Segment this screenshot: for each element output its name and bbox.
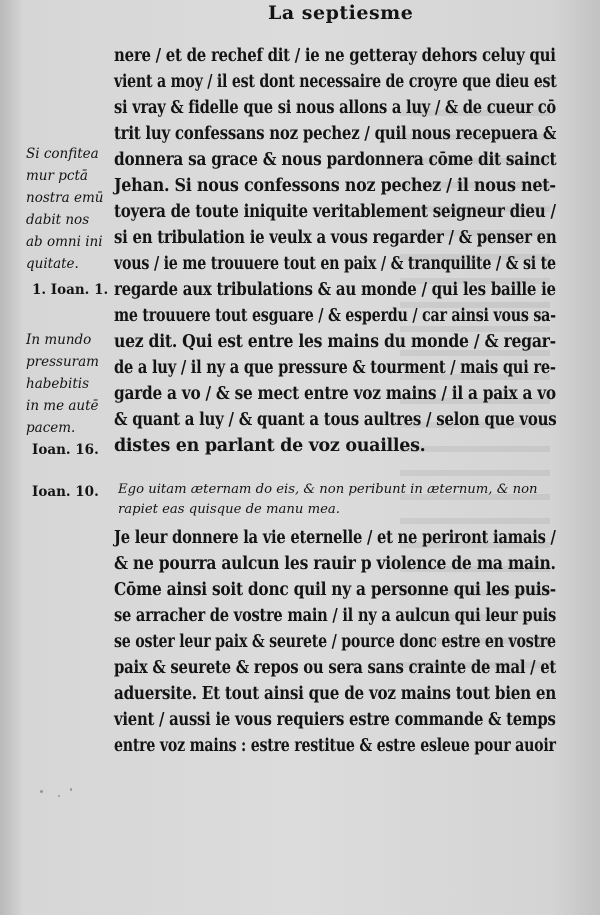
margin-note-line: quitate. — [26, 256, 79, 272]
body-line: trit luy confessans noz pechez / quil nous recepuera & — [114, 124, 557, 144]
body-line: distes en parlant de voz ouailles. — [114, 436, 426, 456]
paper-speck — [70, 788, 72, 791]
body-line: Jehan. Si nous confessons noz pechez / il nous net- — [114, 176, 556, 196]
body-line: vient a moy / il est dont necessaire de croyre que dieu est — [114, 72, 557, 92]
body-line: garde a vo / & se mect entre voz mains / il a paix a vo — [114, 384, 556, 404]
margin-note-line: pressuram — [26, 354, 99, 370]
body-line: entre voz mains : estre restitue & estre esleue pour auoir — [114, 736, 556, 756]
margin-note-line: pacem. — [26, 420, 76, 436]
running-header: La septiesme — [268, 2, 414, 24]
body-line: & ne pourra aulcun les rauir p violence de ma main. — [114, 554, 556, 574]
margin-note-line: habebitis — [26, 376, 90, 392]
margin-note-line: nostra emū — [26, 190, 104, 206]
body-line: vous / ie me trouuere tout en paix / & tranquilite / & si te — [114, 254, 556, 274]
body-line: toyera de toute iniquite veritablement seigneur dieu / — [114, 202, 556, 222]
latin-quotation: Ego uitam æternam do eis, & non peribunt in æternum, & non rapiet eas quisque de manu mea. — [118, 482, 538, 517]
body-line: paix & seurete & repos ou sera sans crainte de mal / et — [114, 658, 557, 678]
margin-note-line: mur pctā — [26, 168, 88, 184]
body-line: regarde aux tribulations & au monde / qui les baille ie — [114, 280, 556, 300]
margin-note-line: dabit nos — [26, 212, 90, 228]
body-line: aduersite. Et tout ainsi que de voz mains tout bien en — [114, 684, 557, 704]
paper-speck — [58, 795, 60, 797]
body-line: Je leur donnere la vie eternelle / et ne periront iamais / — [114, 528, 556, 548]
scripture-reference: 1. Ioan. 1. — [32, 282, 109, 298]
body-line: se oster leur paix & seurete / pource donc estre en vostre — [114, 632, 556, 652]
margin-note-line: Si confitea — [26, 146, 99, 162]
body-line: Cōme ainsi soit donc quil ny a personne qui les puis- — [114, 580, 556, 600]
margin-note-line: ab omni ini — [26, 234, 103, 250]
margin-note-line: In mundo — [26, 332, 92, 348]
body-line: se arracher de vostre main / il ny a aulcun qui leur puis — [114, 606, 557, 626]
body-line: me trouuere tout esguare / & esperdu / car ainsi vous sa- — [114, 306, 556, 326]
paper-speck — [40, 790, 43, 793]
body-line: donnera sa grace & nous pardonnera cōme dit sainct — [114, 150, 557, 170]
body-line: de a luy / il ny a que pressure & tourment / mais qui re- — [114, 358, 556, 378]
body-line: nere / et de rechef dit / ie ne getteray dehors celuy qui — [114, 46, 556, 66]
scripture-reference: Ioan. 16. — [32, 442, 99, 458]
margin-note-line: in me autē — [26, 398, 99, 414]
body-line: si vray & fidelle que si nous allons a luy / & de cueur cō — [114, 98, 556, 118]
body-line: vient / aussi ie vous requiers estre commande & temps — [114, 710, 556, 730]
scripture-reference: Ioan. 10. — [32, 484, 99, 500]
body-line: & quant a luy / & quant a tous aultres / selon que vous — [114, 410, 557, 430]
body-line: si en tribulation ie veulx a vous regarder / & penser en — [114, 228, 557, 248]
body-line: uez dit. Qui est entre les mains du monde / & regar- — [114, 332, 556, 352]
